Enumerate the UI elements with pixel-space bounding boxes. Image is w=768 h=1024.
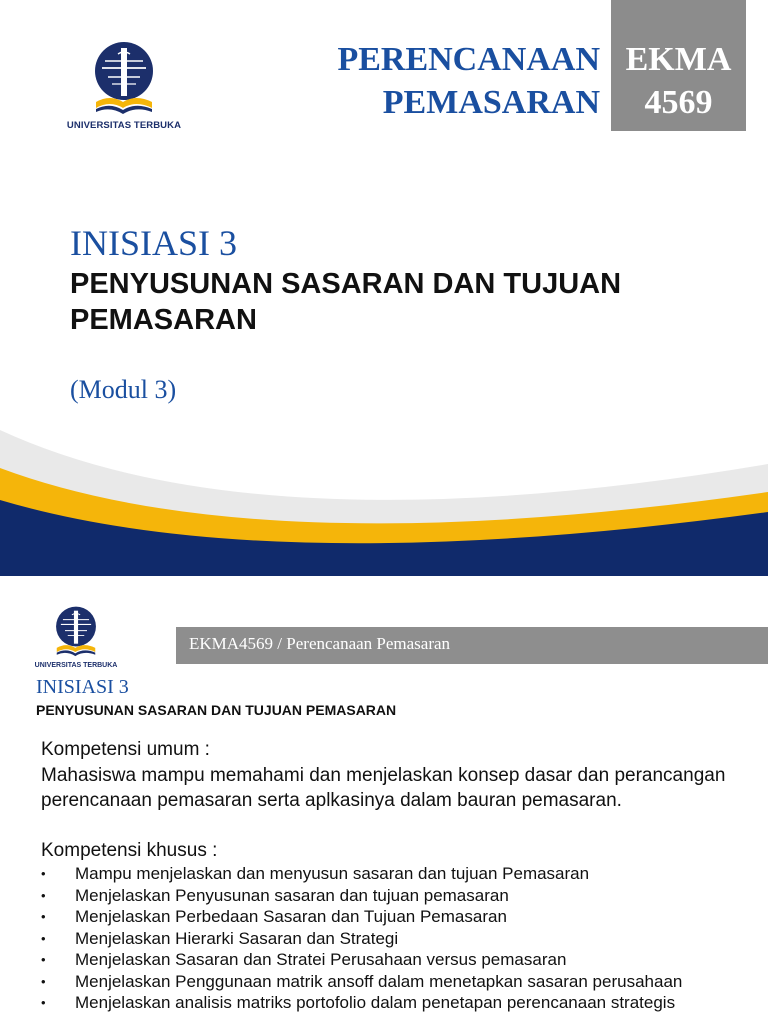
slide-subtitle — [70, 266, 710, 338]
list-item: • Menjelaskan Sasaran dan Stratei Perusahaan versus pemasaran — [41, 949, 731, 971]
course-title-line-1: PERENCANAAN — [337, 41, 600, 78]
university-emblem-icon — [92, 40, 156, 118]
list-item: • Menjelaskan analisis matriks portofolio dalam penetapan perencanaan strategis — [41, 992, 731, 1014]
course-code-line-1: EKMA — [625, 41, 732, 78]
list-item: • Mampu menjelaskan dan menyusun sasaran dan tujuan Pemasaran — [41, 863, 731, 885]
university-logo — [62, 40, 186, 132]
content-slide — [0, 576, 768, 1024]
university-name: UNIVERSITAS TERBUKA — [66, 120, 182, 131]
list-item: • Menjelaskan Perbedaan Sasaran dan Tujuan Pemasaran — [41, 906, 731, 928]
general-competency-heading: Kompetensi umum : — [41, 739, 210, 760]
course-code — [611, 38, 746, 124]
modul-label: (Modul 3) — [70, 375, 177, 404]
subtitle-line-2: PEMASARAN — [70, 304, 257, 336]
list-item: • Menjelaskan Penyusunan sasaran dan tujuan pemasaran — [41, 885, 731, 907]
header-bar-text: EKMA4569 / Perencanaan Pemasaran — [189, 634, 451, 653]
list-item: • Menjelaskan Hierarki Sasaran dan Strategi — [41, 928, 731, 950]
specific-competency-list — [41, 863, 731, 1014]
slide-subtitle: PENYUSUNAN SASARAN DAN TUJUAN PEMASARAN — [36, 702, 397, 718]
course-title-line-2: PEMASARAN — [382, 84, 600, 121]
subtitle-line-1: PENYUSUNAN SASARAN DAN TUJUAN — [70, 268, 622, 300]
specific-competency-heading: Kompetensi khusus : — [41, 839, 218, 861]
course-code-box — [611, 0, 746, 131]
header-bar — [176, 627, 768, 664]
course-code-line-2: 4569 — [644, 84, 713, 121]
course-title — [337, 38, 600, 124]
competency-content — [41, 737, 731, 1014]
university-name: UNIVERSITAS TERBUKA — [34, 662, 118, 669]
inisiasi-heading: INISIASI 3 — [36, 676, 129, 698]
university-logo-small — [32, 604, 120, 674]
university-emblem-icon — [54, 604, 98, 660]
decorative-waves — [0, 400, 768, 576]
general-competency-text: Mahasiswa mampu memahami dan menjelaskan konsep dasar dan perancangan perencanaan pemasaran serta aplkasinya dalam bauran pemasaran. — [41, 764, 726, 811]
list-item: • Menjelaskan Penggunaan matrik ansoff dalam menetapkan sasaran perusahaan — [41, 971, 731, 993]
inisiasi-heading: INISIASI 3 — [70, 223, 237, 263]
